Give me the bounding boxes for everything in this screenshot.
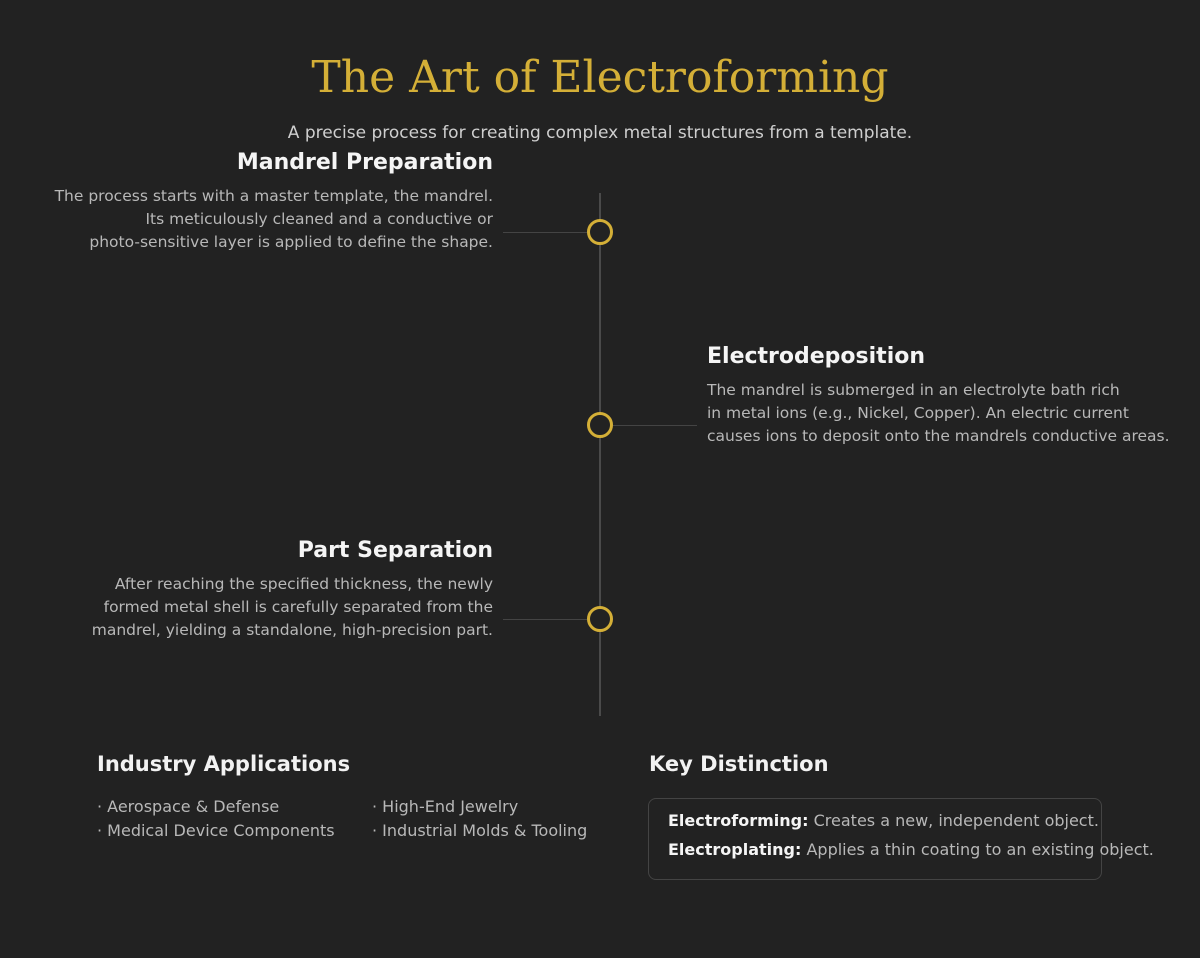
desc-line: Its meticulously cleaned and a conductive or <box>145 210 493 228</box>
step-description-electrodeposition <box>707 379 1187 448</box>
desc-line: in metal ions (e.g., Nickel, Copper). An electric current <box>707 404 1129 422</box>
term-label: Electroplating: <box>668 840 802 859</box>
desc-line: photo-sensitive layer is applied to define the shape. <box>89 233 493 251</box>
application-item: · Medical Device Components <box>97 821 335 840</box>
desc-line: The process starts with a master template, the mandrel. <box>54 187 493 205</box>
application-item: · Industrial Molds & Tooling <box>372 821 588 840</box>
distinction-heading: Key Distinction <box>649 752 829 776</box>
step-description-part-separation <box>33 573 493 642</box>
term-text: Applies a thin coating to an existing object. <box>801 840 1154 859</box>
timeline-node-circle-icon <box>587 606 613 632</box>
step-title-part-separation: Part Separation <box>297 538 493 563</box>
connector-line <box>503 232 587 233</box>
page-title: The Art of Electroforming <box>311 52 889 103</box>
term-text: Creates a new, independent object. <box>808 811 1099 830</box>
desc-line: The mandrel is submerged in an electrolyte bath rich <box>707 381 1120 399</box>
step-title-electrodeposition: Electrodeposition <box>707 344 926 369</box>
desc-line: formed metal shell is carefully separated from the <box>103 598 493 616</box>
applications-heading: Industry Applications <box>97 752 351 776</box>
desc-line: mandrel, yielding a standalone, high-precision part. <box>91 621 493 639</box>
timeline-node-circle-icon <box>587 412 613 438</box>
timeline-node-circle-icon <box>587 219 613 245</box>
timeline-axis <box>599 193 601 716</box>
application-item: · High-End Jewelry <box>372 797 519 816</box>
application-item: · Aerospace & Defense <box>97 797 280 816</box>
connector-line <box>613 425 697 426</box>
connector-line <box>503 619 587 620</box>
step-title-mandrel-preparation: Mandrel Preparation <box>236 150 493 175</box>
distinction-row-electroplating <box>668 840 1154 859</box>
term-label: Electroforming: <box>668 811 809 830</box>
distinction-row-electroforming <box>668 811 1099 830</box>
desc-line: causes ions to deposit onto the mandrels conductive areas. <box>707 427 1170 445</box>
page-subtitle: A precise process for creating complex metal structures from a template. <box>287 123 913 143</box>
step-description-mandrel-preparation <box>33 185 493 254</box>
desc-line: After reaching the specified thickness, the newly <box>114 575 493 593</box>
